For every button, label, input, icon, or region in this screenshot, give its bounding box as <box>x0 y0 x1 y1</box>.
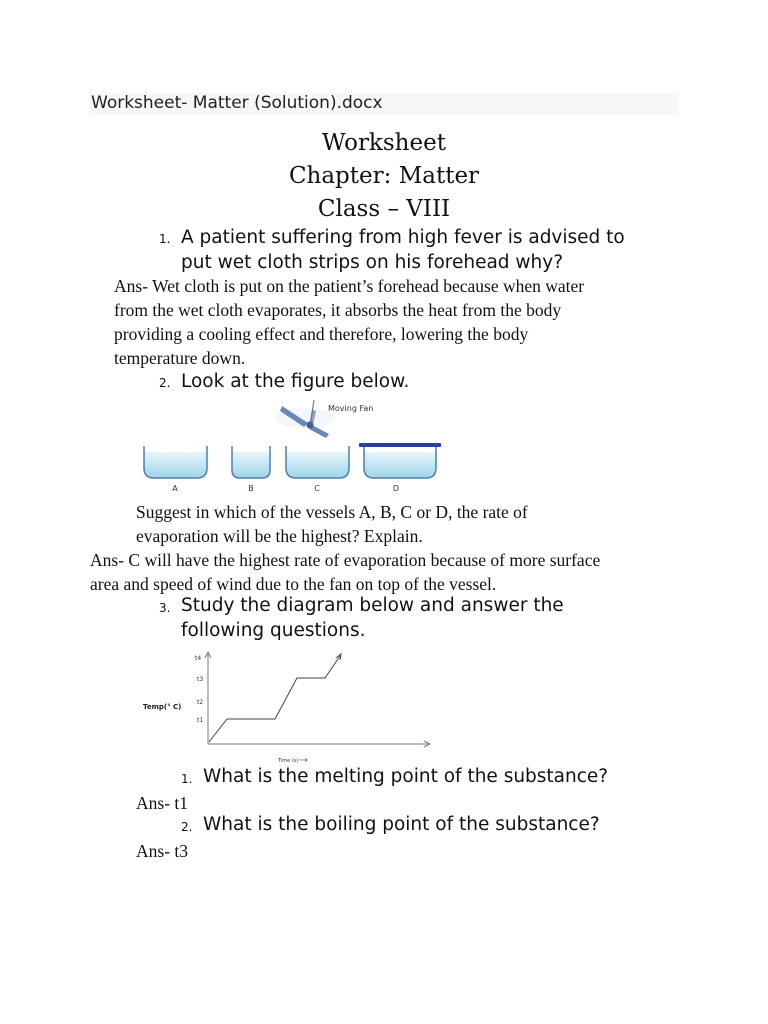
q3-sub1-number: 1. <box>181 772 193 786</box>
y-tick-t3: t3 <box>197 676 204 683</box>
title-chapter: Chapter: Matter <box>288 163 480 189</box>
q3-line2: following questions. <box>181 620 366 641</box>
vessel-label-d: D <box>392 484 400 493</box>
q2-answer-line2: area and speed of wind due to the fan on top of the vessel. <box>90 574 497 594</box>
graph-curve <box>209 656 340 742</box>
vessel-label-b: B <box>248 484 254 493</box>
vessel-label-c: C <box>314 484 320 493</box>
vessel-c <box>286 446 349 478</box>
title-worksheet: Worksheet <box>322 130 446 156</box>
vessels-figure <box>130 394 450 496</box>
q1-line1: A patient suffering from high fever is advised to <box>181 227 625 248</box>
document-filename: Worksheet- Matter (Solution).docx <box>91 93 383 113</box>
fan-label: Moving Fan <box>328 404 374 413</box>
fan-icon <box>275 400 335 438</box>
y-tick-t2: t2 <box>197 699 204 706</box>
q3-line1: Study the diagram below and answer the <box>181 595 564 616</box>
q1-line2: put wet cloth strips on his forehead why? <box>181 252 564 273</box>
q2-prompt-line2: evaporation will be the highest? Explain. <box>136 526 423 546</box>
graph-y-label: Temp(° C) <box>143 703 182 711</box>
q2-prompt-line1: Suggest in which of the vessels A, B, C or D, the rate of <box>136 502 528 522</box>
vessel-b <box>232 446 270 478</box>
q1-answer-line3: providing a cooling effect and therefore, lowering the body <box>114 324 529 344</box>
q3-number: 3. <box>159 601 171 615</box>
q2-number: 2. <box>159 376 171 390</box>
vessel-d-lid <box>359 443 441 447</box>
q3-sub2-number: 2. <box>181 820 193 834</box>
vessel-d <box>359 443 441 478</box>
q1-answer-line2: from the wet cloth evaporates, it absorbs the heat from the body <box>114 300 562 320</box>
y-tick-t1: t1 <box>197 717 204 724</box>
q2-text: Look at the figure below. <box>181 371 410 392</box>
y-tick-t4: t4 <box>195 655 202 662</box>
q3-sub2-question: What is the boiling point of the substance? <box>203 814 600 835</box>
q3-sub1-question: What is the melting point of the substance? <box>203 766 609 787</box>
q1-answer-line4: temperature down. <box>114 348 246 368</box>
vessel-a <box>144 446 207 478</box>
q2-answer-line1: Ans- C will have the highest rate of evaporation because of more surface <box>90 550 601 570</box>
q1-answer-line1: Ans- Wet cloth is put on the patient’s forehead because when water <box>114 276 585 296</box>
q3-sub2-answer: Ans- t3 <box>136 841 189 861</box>
title-class: Class – VIII <box>317 196 451 222</box>
heating-curve-graph <box>135 648 440 768</box>
q3-sub1-answer: Ans- t1 <box>136 793 189 813</box>
q1-number: 1. <box>159 232 171 246</box>
graph-x-label: Time (s) <box>278 758 299 764</box>
vessel-label-a: A <box>172 484 178 493</box>
